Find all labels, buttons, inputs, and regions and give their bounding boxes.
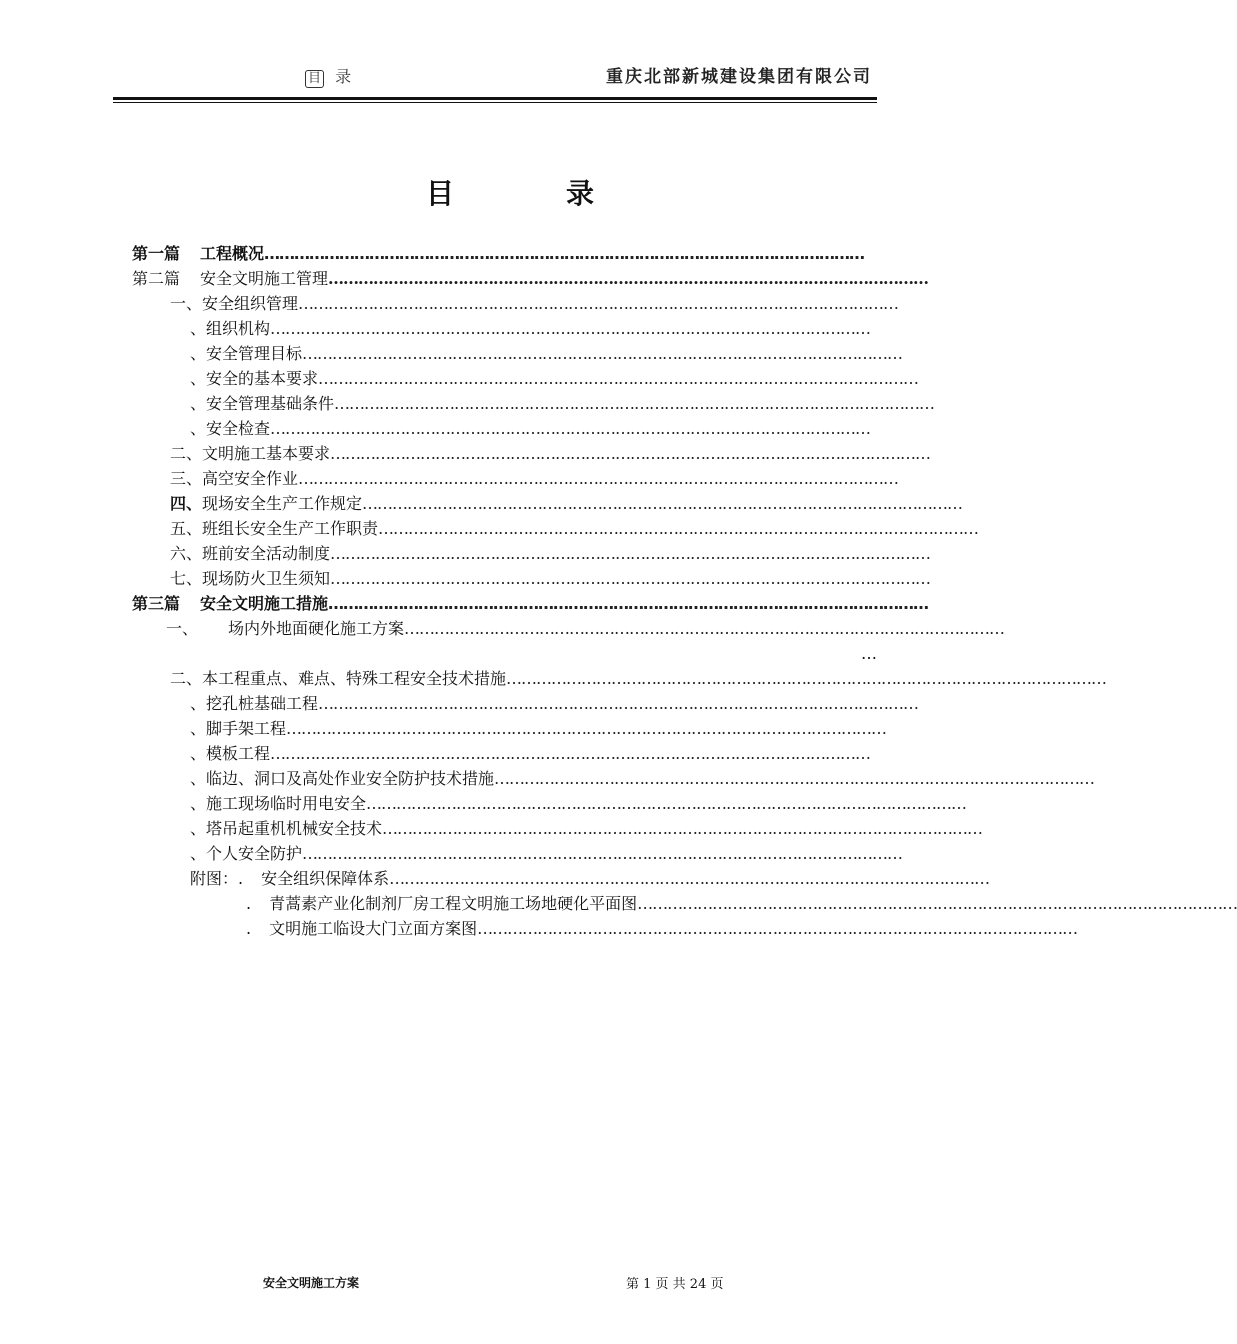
toc-text: 高空安全作业 xyxy=(202,469,299,488)
leader-dots: ………………………………………………………………………………………………………… xyxy=(270,419,871,438)
toc-entry[interactable] xyxy=(0,566,931,591)
toc-entry[interactable] xyxy=(0,791,967,816)
title-char-2: 录 xyxy=(566,177,595,210)
toc-entry[interactable] xyxy=(0,616,1005,641)
toc-text: 安全组织保障体系 xyxy=(261,869,390,888)
toc-entry[interactable] xyxy=(0,541,931,566)
page-title xyxy=(0,172,1020,212)
toc-continuation: … xyxy=(861,644,877,663)
toc-text: 场内外地面硬化施工方案 xyxy=(228,619,405,638)
toc-text: 本工程重点、难点、特殊工程安全技术措施 xyxy=(202,669,507,688)
toc-entry[interactable] xyxy=(0,866,990,891)
toc-text: 个人安全防护 xyxy=(206,844,303,863)
leader-dots: ………………………………………………………………………………………………………… xyxy=(477,919,1078,938)
toc-text: 现场防火卫生须知 xyxy=(202,569,331,588)
toc-prefix: 、 xyxy=(190,694,207,713)
toc-prefix: 、 xyxy=(190,794,207,813)
toc-prefix: 七、 xyxy=(170,569,203,588)
leader-dots: ………………………………………………………………………………………………………… xyxy=(506,669,1107,688)
header-rule-thick xyxy=(113,97,877,100)
toc-entry[interactable] xyxy=(0,266,929,291)
toc-prefix: 、 xyxy=(190,719,207,738)
leader-dots: ………………………………………………………………………………………………………… xyxy=(264,244,865,263)
leader-dots: ………………………………………………………………………………………………………… xyxy=(286,719,887,738)
toc-entry[interactable] xyxy=(0,291,899,316)
toc-prefix: 五、 xyxy=(170,519,203,538)
leader-dots: ………………………………………………………………………………………………………… xyxy=(330,569,931,588)
toc-text: 班组长安全生产工作职责 xyxy=(202,519,379,538)
toc-text: 安全管理基础条件 xyxy=(206,394,335,413)
toc-prefix: 四、 xyxy=(170,494,203,513)
footer-page-info: 第 1 页 共 24 页 xyxy=(626,1277,724,1292)
toc-text: 塔吊起重机机械安全技术 xyxy=(206,819,383,838)
toc-text: 青蒿素产业化制剂厂房工程文明施工场地硬化平面图 xyxy=(269,894,638,913)
toc-text: 工程概况 xyxy=(200,244,265,263)
leader-dots: ………………………………………………………………………………………………………… xyxy=(334,394,935,413)
toc-text: 文明施工临设大门立面方案图 xyxy=(269,919,478,938)
toc-entry[interactable] xyxy=(0,316,877,341)
toc-entry[interactable] xyxy=(0,691,919,716)
footer-doc-name: 安全文明施工方案 xyxy=(263,1276,360,1290)
toc-entry[interactable] xyxy=(0,766,1095,791)
toc-text: 文明施工基本要求 xyxy=(202,444,331,463)
toc-text: 安全的基本要求 xyxy=(206,369,319,388)
header-company-name: 重庆北部新城建设集团有限公司 xyxy=(606,67,872,87)
toc-entry[interactable] xyxy=(0,391,935,416)
header-char: 录 xyxy=(335,67,358,86)
toc-text: 施工现场临时用电安全 xyxy=(206,794,367,813)
toc-prefix: 、 xyxy=(190,819,207,838)
leader-dots: ………………………………………………………………………………………………………… xyxy=(366,794,967,813)
leader-dots: ………………………………………………………………………………………………………… xyxy=(270,744,871,763)
toc-prefix: 一、 xyxy=(170,294,203,313)
toc-prefix: 、 xyxy=(190,844,207,863)
leader-dots: ………………………………………………………………………………………………………… xyxy=(298,294,899,313)
leader-dots: ………………………………………………………………………………………………………… xyxy=(318,694,919,713)
title-char-1: 目 xyxy=(425,177,454,210)
toc-entry[interactable] xyxy=(0,416,877,441)
toc-text: 安全管理目标 xyxy=(206,344,303,363)
toc-entry[interactable] xyxy=(0,441,931,466)
toc-entry[interactable] xyxy=(0,916,1078,941)
toc-prefix: 、 xyxy=(190,369,207,388)
leader-dots: ………………………………………………………………………………………………………… xyxy=(318,369,919,388)
toc-prefix: 三、 xyxy=(170,469,203,488)
leader-dots: ………………………………………………………………………………………………………… xyxy=(302,844,903,863)
toc-prefix: 、 xyxy=(190,419,207,438)
toc-entry[interactable] xyxy=(0,741,877,766)
toc-text: 组织机构 xyxy=(206,319,271,338)
toc-prefix: 第三篇 xyxy=(132,594,181,613)
toc-prefix: 第一篇 xyxy=(132,244,181,263)
toc-prefix: 、 xyxy=(190,744,207,763)
toc-prefix: 、 xyxy=(190,319,207,338)
leader-dots: ………………………………………………………………………………………………………… xyxy=(404,619,1005,638)
toc-text: 安全文明施工措施 xyxy=(200,594,329,613)
toc-text: 临边、洞口及高处作业安全防护技术措施 xyxy=(206,769,495,788)
leader-dots: ………………………………………………………………………………………………………… xyxy=(378,519,979,538)
leader-dots: ………………………………………………………………………………………………………… xyxy=(270,319,871,338)
toc-entry[interactable] xyxy=(0,366,919,391)
leader-dots: ………………………………………………………………………………………………………… xyxy=(298,469,899,488)
toc-entry[interactable] xyxy=(0,716,887,741)
leader-dots: ………………………………………………………………………………………………………… xyxy=(328,594,929,613)
toc-text: 模板工程 xyxy=(206,744,271,763)
toc-entry[interactable] xyxy=(0,591,929,616)
toc-prefix: 、 xyxy=(190,769,207,788)
toc-text: 班前安全活动制度 xyxy=(202,544,331,563)
toc-entry[interactable] xyxy=(0,466,899,491)
toc-text: 安全文明施工管理 xyxy=(200,269,329,288)
header-left-label xyxy=(305,64,357,88)
toc-text: 现场安全生产工作规定 xyxy=(202,494,363,513)
toc-text: 脚手架工程 xyxy=(206,719,287,738)
toc-prefix: 附图：. xyxy=(190,869,244,888)
leader-dots: ………………………………………………………………………………………………………… xyxy=(637,894,1237,913)
toc-entry[interactable] xyxy=(0,516,979,541)
header-rule-thin xyxy=(113,102,877,103)
toc-text: 挖孔桩基础工程 xyxy=(206,694,319,713)
toc-text: 安全检查 xyxy=(206,419,271,438)
toc-prefix: 、 xyxy=(190,344,207,363)
table-of-contents xyxy=(0,241,1237,941)
leader-dots: ………………………………………………………………………………………………………… xyxy=(382,819,983,838)
toc-entry[interactable] xyxy=(0,891,1237,916)
leader-dots: ………………………………………………………………………………………………………… xyxy=(330,544,931,563)
toc-prefix: 六、 xyxy=(170,544,203,563)
toc-entry[interactable] xyxy=(0,666,1107,691)
leader-dots: ………………………………………………………………………………………………………… xyxy=(389,869,990,888)
toc-prefix: 一、 xyxy=(166,619,199,638)
leader-dots: ………………………………………………………………………………………………………… xyxy=(494,769,1095,788)
leader-dots: ………………………………………………………………………………………………………… xyxy=(302,344,903,363)
toc-entry[interactable] xyxy=(0,341,903,366)
leader-dots: ………………………………………………………………………………………………………… xyxy=(328,269,929,288)
toc-text: 安全组织管理 xyxy=(202,294,299,313)
toc-prefix: . xyxy=(246,919,252,938)
toc-prefix: 二、 xyxy=(170,669,203,688)
toc-prefix: 二、 xyxy=(170,444,203,463)
leader-dots: ………………………………………………………………………………………………………… xyxy=(362,494,963,513)
leader-dots: ………………………………………………………………………………………………………… xyxy=(330,444,931,463)
toc-entry[interactable] xyxy=(0,841,903,866)
toc-entry[interactable] xyxy=(0,816,983,841)
toc-prefix: 、 xyxy=(190,394,207,413)
toc-prefix: 第二篇 xyxy=(132,269,181,288)
toc-entry[interactable] xyxy=(0,491,963,516)
toc-prefix: . xyxy=(246,894,252,913)
toc-entry[interactable] xyxy=(0,241,877,266)
header-box-char: 目 xyxy=(305,70,324,88)
